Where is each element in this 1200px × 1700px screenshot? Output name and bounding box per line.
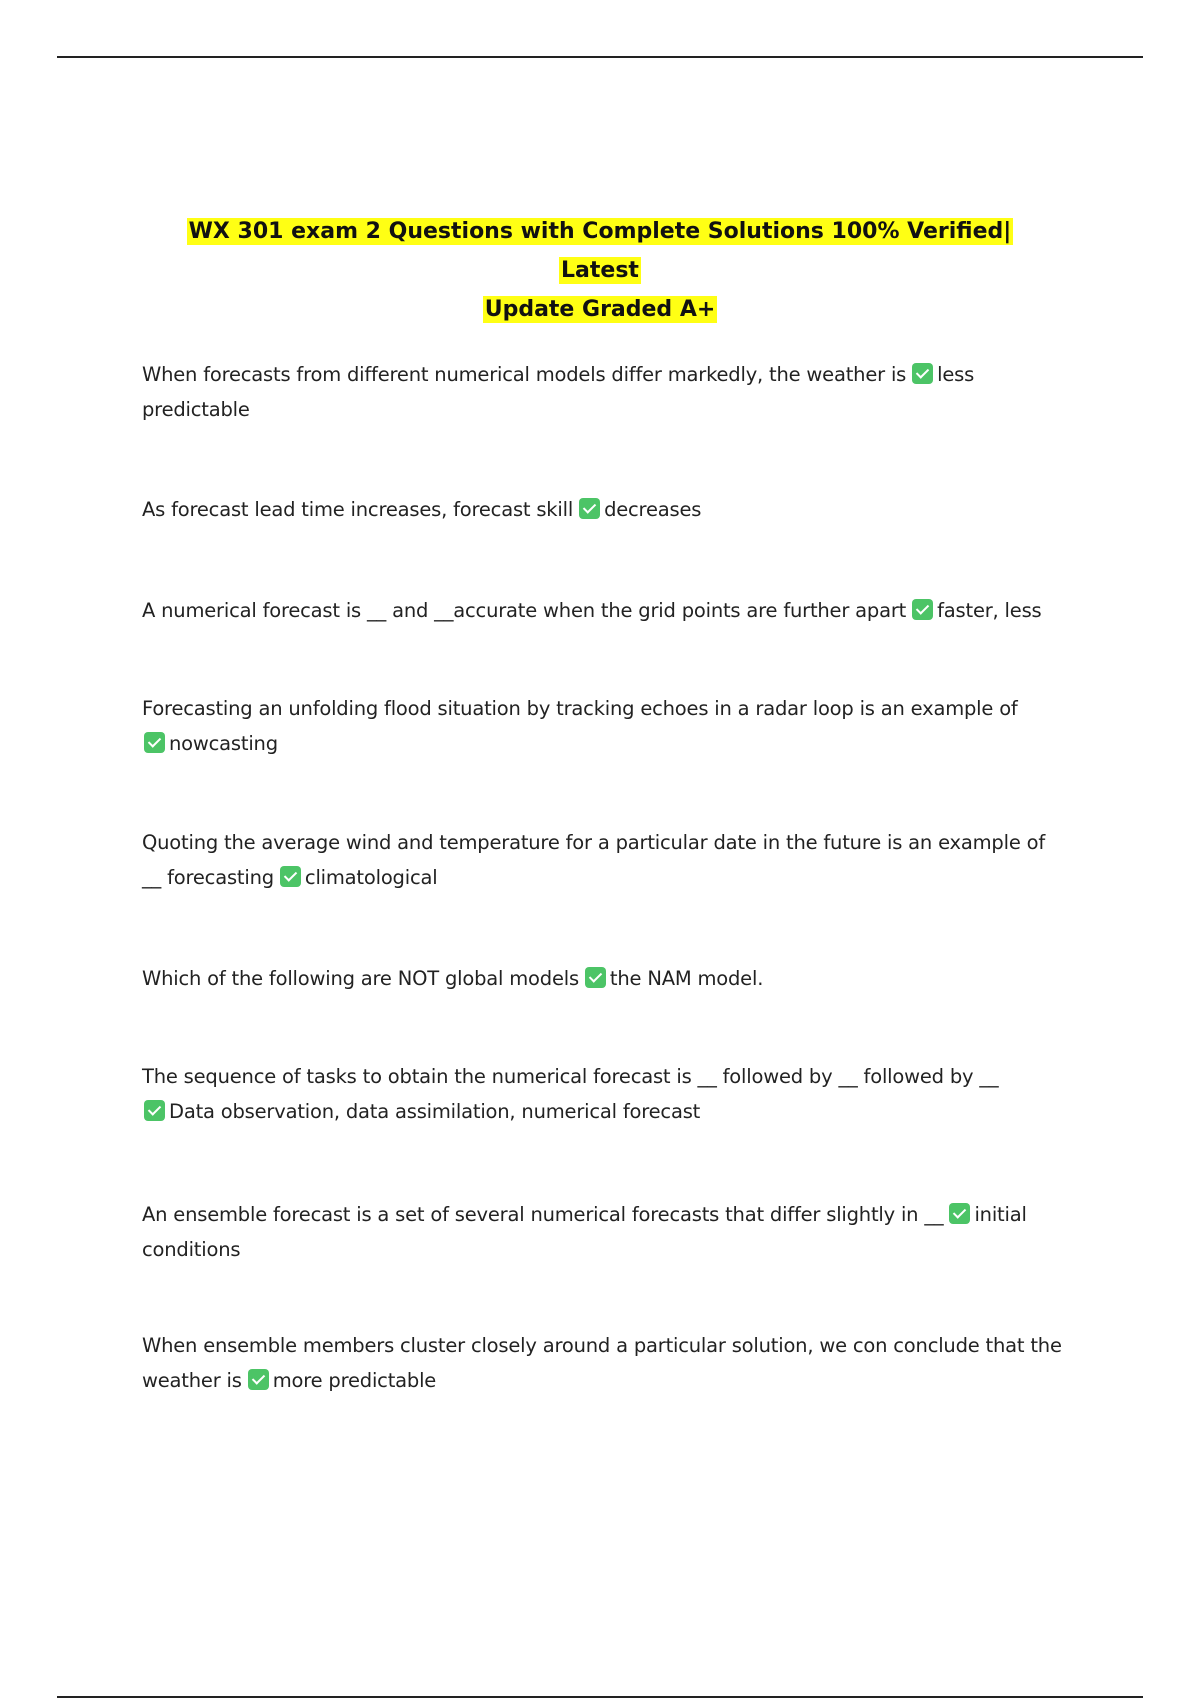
question-text: The sequence of tasks to obtain the numerical forecast is __ followed by __ followed by __ [142, 1065, 999, 1088]
question-text: Quoting the average wind and temperature for a particular date in the future is an example of [142, 831, 1046, 854]
question-text: A numerical forecast is __ and __accurate when the grid points are further apart [142, 599, 907, 622]
qa-item-8 [142, 1197, 1072, 1267]
document-title [150, 212, 1050, 329]
qa-item-2 [142, 492, 1072, 527]
question-text: As forecast lead time increases, forecast skill [142, 498, 574, 521]
check-box-icon [579, 498, 600, 519]
answer-text: climatological [304, 866, 438, 889]
answer-text-continued: conditions [142, 1238, 241, 1261]
check-box-icon [912, 363, 933, 384]
check-box-icon [248, 1369, 269, 1390]
check-box-icon [912, 599, 933, 620]
question-text: When forecasts from different numerical models differ markedly, the weather is [142, 363, 907, 386]
qa-item-9 [142, 1328, 1072, 1398]
check-box-icon [585, 967, 606, 988]
top-rule [57, 56, 1143, 58]
answer-text-continued: predictable [142, 398, 250, 421]
check-box-icon [280, 866, 301, 887]
title-line-1: WX 301 exam 2 Questions with Complete Solutions 100% Verified| Latest [188, 219, 1012, 283]
check-box-icon [144, 732, 165, 753]
qa-item-7 [142, 1059, 1072, 1129]
answer-text: faster, less [937, 599, 1042, 622]
answer-text: decreases [604, 498, 702, 521]
answer-text: more predictable [272, 1369, 437, 1392]
answer-text: initial [974, 1203, 1027, 1226]
answer-text: nowcasting [169, 732, 278, 755]
question-text: When ensemble members cluster closely around a particular solution, we con conclude that the [142, 1334, 1062, 1357]
check-box-icon [949, 1203, 970, 1224]
title-line-2: Update Graded A+ [484, 297, 716, 322]
check-box-icon [144, 1100, 165, 1121]
question-text: Forecasting an unfolding flood situation by tracking echoes in a radar loop is an example of [142, 697, 1018, 720]
question-text-continued: __ forecasting [142, 866, 274, 889]
question-text-continued: weather is [142, 1369, 242, 1392]
answer-text: less [937, 363, 975, 386]
qa-item-5 [142, 825, 1072, 895]
bottom-rule [57, 1696, 1143, 1698]
qa-item-1 [142, 357, 1072, 427]
qa-item-4 [142, 691, 1072, 761]
qa-item-3 [142, 593, 1072, 628]
question-text: An ensemble forecast is a set of several numerical forecasts that differ slightly in __ [142, 1203, 944, 1226]
question-text: Which of the following are NOT global models [142, 967, 579, 990]
qa-item-6 [142, 961, 1072, 996]
answer-text: the NAM model. [609, 967, 764, 990]
answer-text: Data observation, data assimilation, numerical forecast [169, 1100, 701, 1123]
